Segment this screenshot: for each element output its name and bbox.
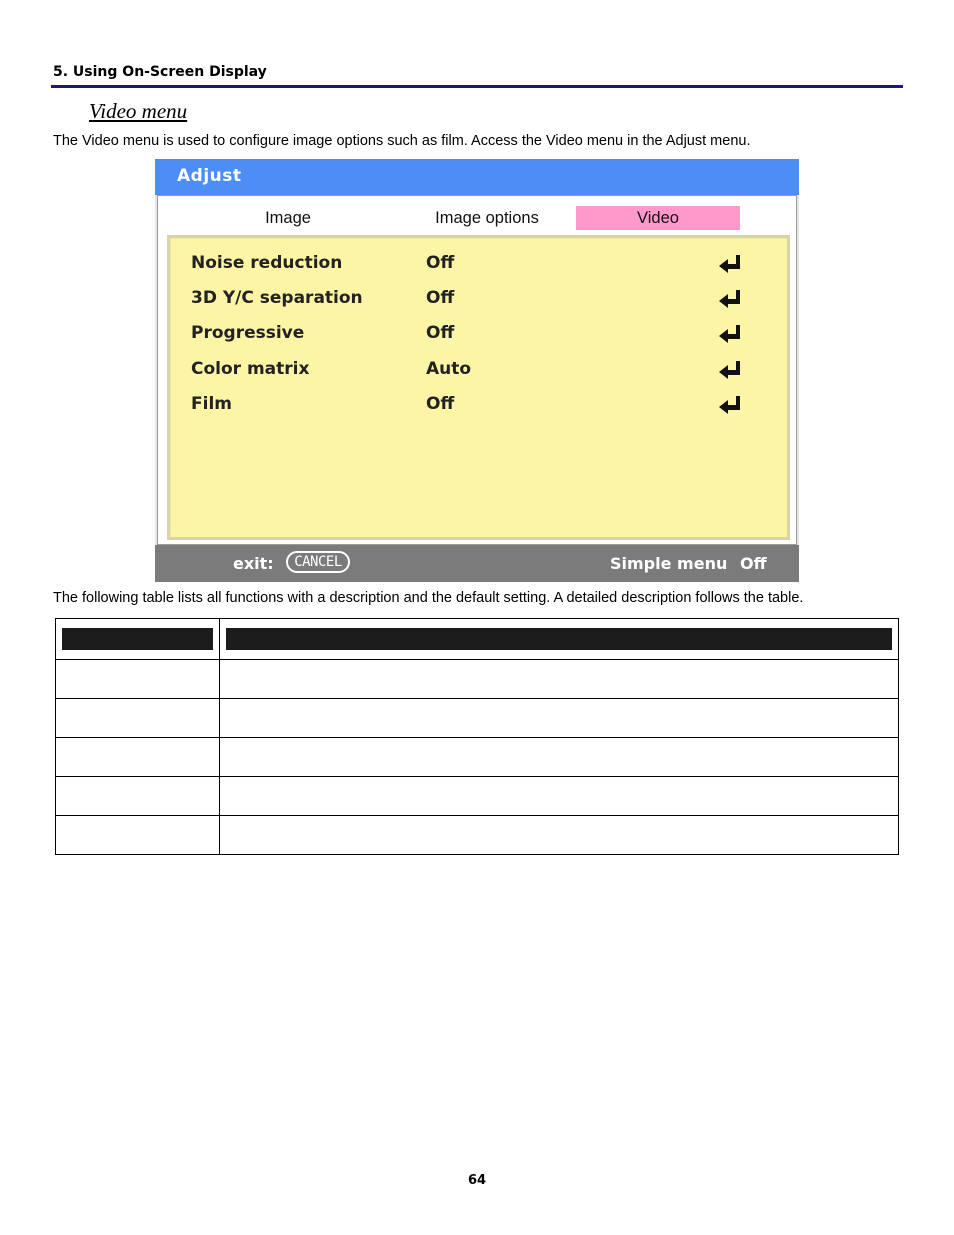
table-cell — [56, 738, 220, 777]
table-header-row — [56, 619, 899, 660]
header-divider — [51, 85, 903, 88]
table-cell — [220, 816, 899, 855]
table-row — [56, 699, 899, 738]
enter-icon[interactable] — [718, 289, 742, 309]
tab-image[interactable]: Image — [265, 209, 311, 227]
table-header-cell — [220, 619, 899, 660]
intro-paragraph: The Video menu is used to configure image options such as film. Access the Video menu in the Adjust menu. — [53, 133, 751, 149]
table-row — [56, 660, 899, 699]
color-matrix-label[interactable]: Color matrix — [191, 359, 310, 379]
table-cell — [56, 777, 220, 816]
simple-menu-label: Simple menu — [610, 554, 728, 573]
function-table — [55, 618, 899, 855]
enter-icon[interactable] — [718, 254, 742, 274]
film-value: Off — [426, 394, 455, 414]
osd-footer — [155, 545, 799, 582]
table-header-bar — [62, 628, 213, 650]
table-cell — [220, 699, 899, 738]
cancel-button[interactable]: CANCEL — [286, 551, 350, 573]
section-header: 5. Using On-Screen Display — [53, 64, 267, 80]
simple-menu-value[interactable]: Off — [740, 554, 767, 573]
enter-icon[interactable] — [718, 360, 742, 380]
table-header-cell — [56, 619, 220, 660]
table-header-bar — [226, 628, 892, 650]
table-cell — [220, 738, 899, 777]
progressive-label[interactable]: Progressive — [191, 323, 305, 343]
table-row — [56, 816, 899, 855]
color-matrix-value: Auto — [426, 359, 472, 379]
3d-yc-separation-value: Off — [426, 288, 455, 308]
film-label[interactable]: Film — [191, 394, 232, 414]
table-intro-paragraph: The following table lists all functions with a description and the default setting. A detailed description follows the table. — [53, 590, 804, 606]
video-settings-panel — [167, 235, 790, 540]
table-cell — [56, 660, 220, 699]
osd-title-bar — [155, 159, 799, 195]
tab-image-options[interactable]: Image options — [435, 209, 539, 227]
enter-icon[interactable] — [718, 324, 742, 344]
page-title: Video menu — [89, 99, 188, 123]
noise-reduction-value: Off — [426, 253, 455, 273]
exit-label: exit: — [233, 554, 274, 573]
tab-video[interactable]: Video — [576, 206, 740, 230]
3d-yc-separation-label[interactable]: 3D Y/C separation — [191, 288, 363, 308]
table-cell — [56, 699, 220, 738]
table-cell — [220, 777, 899, 816]
enter-icon[interactable] — [718, 395, 742, 415]
table-row — [56, 777, 899, 816]
page-number: 64 — [467, 1173, 487, 1188]
table-cell — [56, 816, 220, 855]
progressive-value: Off — [426, 323, 455, 343]
osd-title: Adjust — [177, 166, 242, 186]
table-cell — [220, 660, 899, 699]
noise-reduction-label[interactable]: Noise reduction — [191, 253, 343, 273]
table-row — [56, 738, 899, 777]
